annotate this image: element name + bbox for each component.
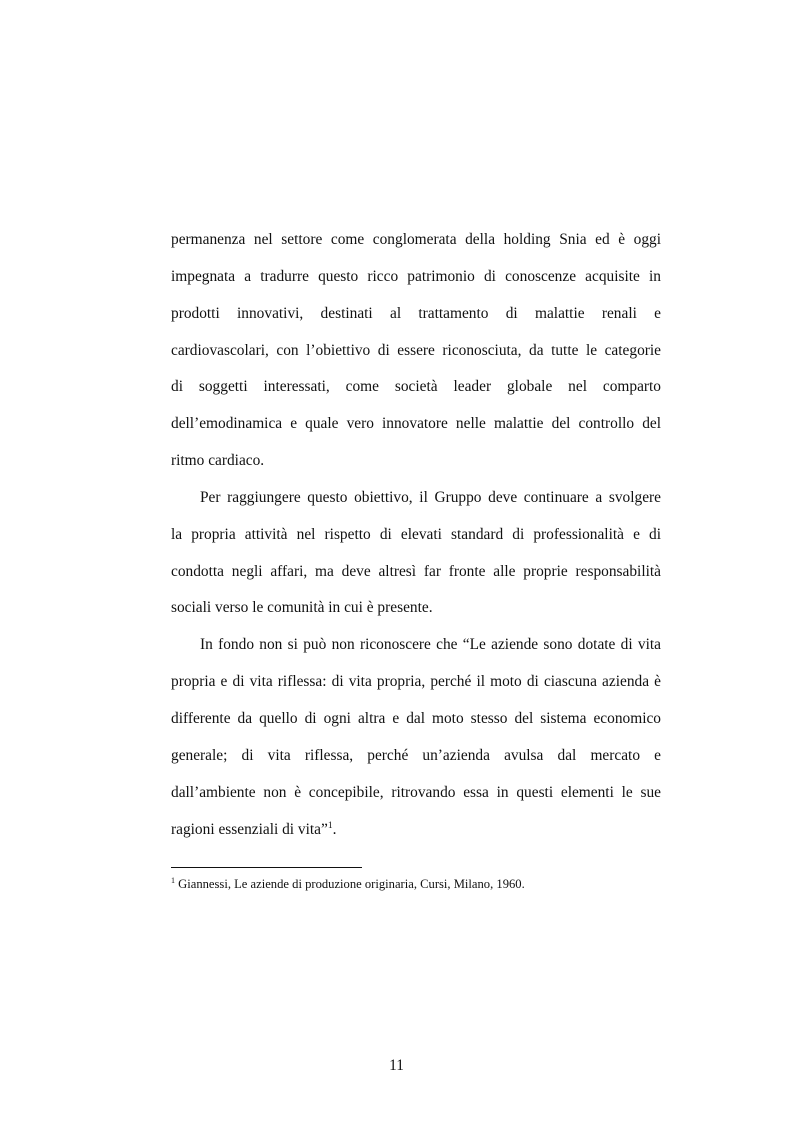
- footnote-number: 1: [171, 876, 175, 885]
- footnote-reference[interactable]: 1: [327, 820, 333, 831]
- text-line: sociali verso le comunità in cui è presente.: [171, 599, 433, 617]
- text-line: generale; di vita riflessa, perché un’azienda avulsa dal mercato e: [171, 746, 661, 764]
- text-line: condotta negli affari, ma deve altresì far fronte alle proprie responsabilità: [171, 562, 661, 580]
- footnote-text: Giannessi, Le aziende di produzione originaria, Cursi, Milano, 1960.: [175, 877, 525, 891]
- text-line: Per raggiungere questo obiettivo, il Gruppo deve continuare a svolgere: [200, 488, 661, 506]
- footnote-divider: [171, 867, 362, 868]
- footnote: [171, 876, 661, 892]
- page-number: 11: [389, 1057, 404, 1074]
- text-line: di soggetti interessati, come società leader globale nel comparto: [171, 378, 661, 396]
- text-line: impegnata a tradurre questo ricco patrimonio di conoscenze acquisite in: [171, 267, 661, 285]
- text-line: propria e di vita riflessa: di vita propria, perché il moto di ciascuna azienda è: [171, 673, 661, 691]
- text-line: cardiovascolari, con l’obiettivo di essere riconosciuta, da tutte le categorie: [171, 341, 661, 359]
- body-text: [171, 222, 661, 848]
- sentence-period: .: [332, 820, 337, 838]
- text-line: differente da quello di ogni altra e dal moto stesso del sistema economico: [171, 709, 661, 727]
- text-line: prodotti innovativi, destinati al trattamento di malattie renali e: [171, 304, 661, 322]
- text-line-last: [171, 812, 661, 849]
- text-line: In fondo non si può non riconoscere che “Le aziende sono dotate di vita: [200, 636, 661, 654]
- text-line: dell’emodinamica e quale vero innovatore nelle malattie del controllo del: [171, 415, 661, 433]
- text-line: ritmo cardiaco.: [171, 452, 265, 470]
- text-line: dall’ambiente non è concepibile, ritrovando essa in questi elementi le sue: [171, 783, 661, 801]
- text-line: permanenza nel settore come conglomerata della holding Snia ed è oggi: [171, 231, 661, 248]
- quote-end-text: ragioni essenziali di vita”: [171, 820, 328, 838]
- text-line: la propria attività nel rispetto di elevati standard di professionalità e di: [171, 525, 661, 543]
